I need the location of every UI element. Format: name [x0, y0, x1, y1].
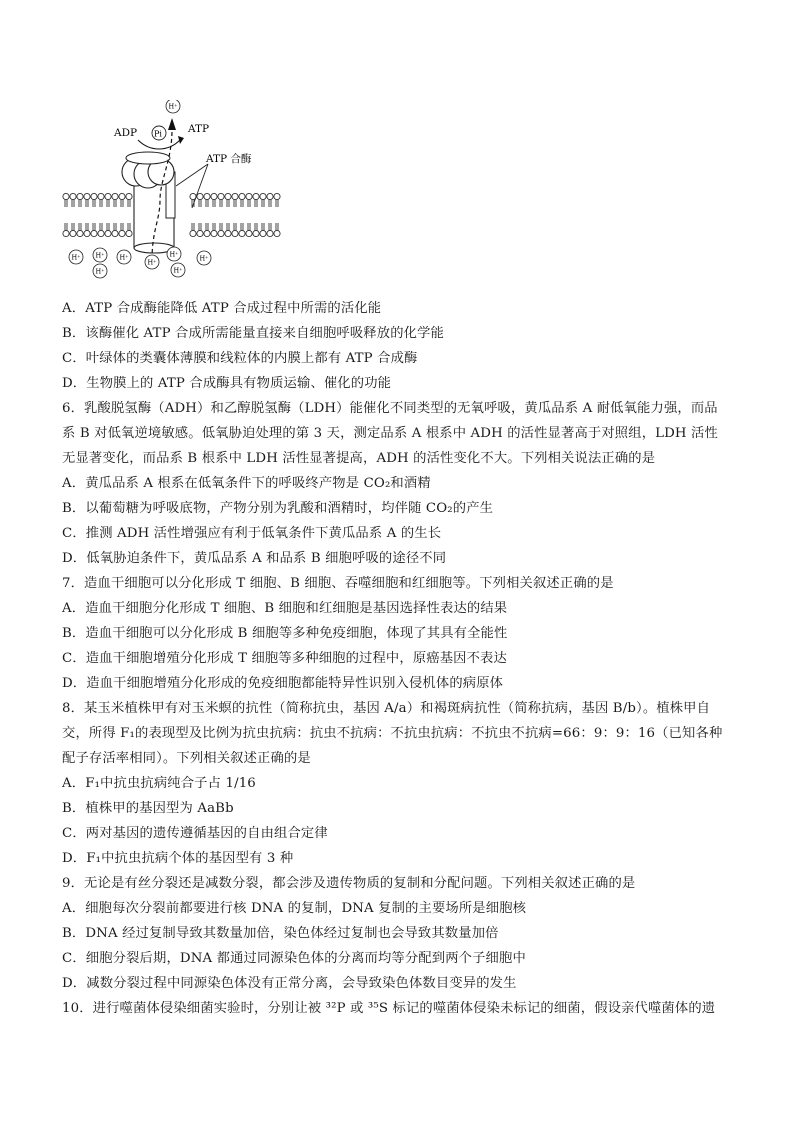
- text-line: D．低氧胁迫条件下，黄瓜品系 A 和品系 B 细胞呼吸的途径不同: [62, 551, 447, 566]
- atp-synthase-figure: [60, 100, 290, 285]
- text-line: A．造血干细胞分化形成 T 细胞、B 细胞和红细胞是基因选择性表达的结果: [62, 601, 508, 616]
- text-line: C．两对基因的遗传遵循基因的自由组合定律: [62, 826, 328, 841]
- text-line: A．F₁中抗虫抗病纯合子占 1/16: [62, 776, 256, 791]
- text-line: C．叶绿体的类囊体薄膜和线粒体的内膜上都有 ATP 合成酶: [62, 351, 418, 366]
- text-line: 8．某玉米植株甲有对玉米螟的抗性（简称抗虫，基因 A/a）和褐斑病抗性（简称抗病，基因 B/b）。植株甲自: [62, 701, 711, 716]
- text-line: 9．无论是有丝分裂还是减数分裂，都会涉及遗传物质的复制和分配问题。下列相关叙述正确的是: [62, 876, 636, 891]
- text-line: B．造血干细胞可以分化形成 B 细胞等多种免疫细胞，体现了其具有全能性: [62, 626, 508, 641]
- text-line: D．减数分裂过程中同源染色体没有正常分离，会导致染色体数目变异的发生: [62, 976, 517, 991]
- pi-label: Pi: [154, 129, 162, 139]
- text-line: D．造血干细胞增殖分化形成的免疫细胞都能特异性识别入侵机体的病原体: [62, 676, 504, 691]
- h-ion: H⁺: [168, 102, 178, 111]
- text-line: C．推测 ADH 活性增强应有利于低氧条件下黄瓜品系 A 的生长: [62, 526, 442, 541]
- text-line: C．造血干细胞增殖分化形成 T 细胞等多种细胞的过程中，原癌基因不表达: [62, 651, 507, 666]
- h-ion: H⁺: [95, 267, 105, 276]
- text-line: 6．乳酸脱氢酶（ADH）和乙醇脱氢酶（LDH）能催化不同类型的无氧呼吸，黄瓜品系 A 耐低氧能力强，而品: [62, 401, 718, 416]
- text-line: B．DNA 经过复制导致其数量加倍，染色体经过复制也会导致其数量加倍: [62, 926, 499, 941]
- adp-label: ADP: [114, 127, 138, 139]
- text-line: A．黄瓜品系 A 根系在低氧条件下的呼吸终产物是 CO₂和酒精: [62, 476, 431, 491]
- h-ion: H⁺: [95, 251, 105, 260]
- h-ion: H⁺: [147, 258, 157, 267]
- text-line: 7．造血干细胞可以分化形成 T 细胞、B 细胞、吞噬细胞和红细胞等。下列相关叙述正确的是: [62, 576, 614, 591]
- text-line: 10．进行噬菌体侵染细菌实验时，分别让被 ³²P 或 ³⁵S 标记的噬菌体侵染未标记的细菌，假设亲代噬菌体的遗: [62, 1001, 716, 1016]
- question-text: [62, 296, 752, 1021]
- text-line: A．细胞每次分裂前都要进行核 DNA 的复制，DNA 复制的主要场所是细胞核: [62, 901, 527, 916]
- text-line: A．ATP 合成酶能降低 ATP 合成过程中所需的活化能: [62, 301, 382, 316]
- h-ion: H⁺: [119, 253, 129, 262]
- text-line: 配子存活率相同）。下列相关叙述正确的是: [62, 751, 311, 766]
- h-ion: H⁺: [173, 266, 183, 275]
- text-line: D．生物膜上的 ATP 合成酶具有物质运输、催化的功能: [62, 376, 392, 391]
- atp-label: ATP: [188, 123, 210, 135]
- text-line: B．该酶催化 ATP 合成所需能量直接来自细胞呼吸释放的化学能: [62, 326, 444, 341]
- text-line: 交，所得 F₁的表现型及比例为抗虫抗病：抗虫不抗病：不抗虫抗病：不抗虫不抗病=66：9：9：16（已知各种: [62, 726, 723, 741]
- h-ion: H⁺: [169, 250, 179, 259]
- atp-synthase-label: ATP 合酶: [206, 153, 252, 165]
- text-line: 系 B 对低氧逆境敏感。低氧胁迫处理的第 3 天，测定品系 A 根系中 ADH 的活性显著高于对照组，LDH 活性: [62, 426, 718, 441]
- h-ion: H⁺: [71, 253, 81, 262]
- text-line: C．细胞分裂后期，DNA 都通过同源染色体的分离而均等分配到两个子细胞中: [62, 951, 526, 966]
- text-line: B．以葡萄糖为呼吸底物，产物分别为乳酸和酒精时，均伴随 CO₂的产生: [62, 501, 494, 516]
- text-line: 无显著变化，而品系 B 根系中 LDH 活性显著提高，ADH 的活性变化不大。下列相关说法正确的是: [62, 451, 656, 466]
- h-ion: H⁺: [199, 254, 209, 263]
- text-line: B．植株甲的基因型为 AaBb: [62, 801, 234, 816]
- reaction-arrow: [138, 140, 180, 149]
- text-line: D．F₁中抗虫抗病个体的基因型有 3 种: [62, 851, 294, 866]
